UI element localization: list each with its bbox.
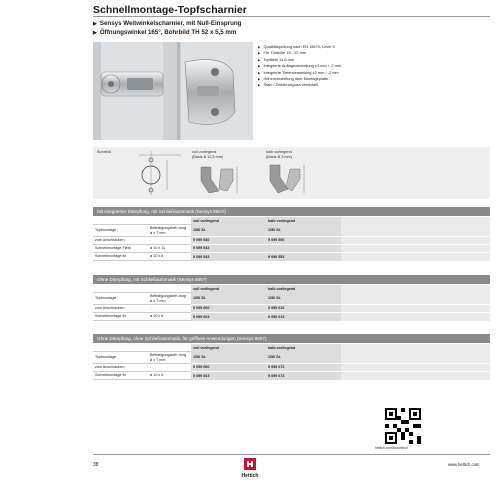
column-header-half: halb vorliegend [266,344,341,352]
bullet-arrow-icon: ▶ [258,57,261,62]
hettich-logo-mark [235,458,265,480]
bullet-arrow-icon: ▶ [258,51,261,56]
table-row: zum Anschrauben - 9 099 540 9 099 550 [93,237,490,245]
bullet-arrow-icon: ▶ [93,30,97,36]
bullet-arrow-icon: ▶ [258,77,261,82]
full-overlay-drawing [197,163,257,195]
feature-item: ▶ Für Türdicke 16 - 22 mm [258,50,306,56]
qr-code-icon[interactable] [385,408,421,444]
header-divider [93,16,490,17]
hettich-logo [235,458,265,480]
footer-divider [93,454,490,455]
drill-pattern-drawing [137,149,183,197]
column-header-mounting: Topfmontage [93,225,148,237]
bullet-arrow-icon: ▶ [93,21,97,27]
bullet-arrow-icon: ▶ [258,64,261,69]
column-header-qty: 1/50 St. [266,225,341,237]
full-overlay-label: voll vorliegend (Basis B 12,5 mm) [192,150,224,159]
table-row: Schnellmontage fix ø 10 x 6 9 099 603 9 099 613 [93,313,490,321]
hinge-illustration [93,42,253,140]
order-table-2 [93,285,490,321]
column-header-mounting: Topfmontage [93,352,148,364]
page-number: 38 [93,462,99,468]
feature-item: ▶ Qualitätsprüfung nach EN 15570, Level 3 [258,44,335,49]
feature-item: ▶ Integrierte Tiefenverstellung ±2 mm / -2 mm [258,69,339,75]
column-header-half: halb vorliegend [266,217,341,225]
technical-drawings-row [93,147,490,199]
feature-item: ▶ Integrierte Auflageverstellung ±2 mm / -2 mm [258,63,342,69]
column-header-full: voll vorliegend [191,217,266,225]
hinge-product-photo [93,42,253,140]
table-row: zum Anschrauben - 9 099 600 9 099 610 [93,305,490,313]
column-header-qty: 1/50 St. [191,352,266,364]
column-header-qty: 1/50 St. [266,352,341,364]
column-header-qty: 1/50 St. [191,293,266,305]
half-overlay-label: halb vorliegend (Basis B 3 mm) [266,150,292,159]
subtitle-line-1 [93,20,241,27]
section-2-header: Ohne Dämpfung, mit Schließautomatik (Sensys 8657) [93,275,490,284]
subtitle-line-2 [93,29,236,36]
feature-item: ▶ Höhenverstellung über Montageplatte [258,76,329,82]
feature-item: ▶ Topftiefe 11,6 mm [258,56,295,62]
section-1-header: Mit integrierter Dämpfung, mit Schließautomatik (Sensys 8657i) [93,207,490,216]
column-header-fixing: Befestigungsbeh-rung ø x T mm [148,225,191,237]
table-row: Schnellmontage Flexk ø 10 x 11 9 099 542 [93,245,490,253]
drill-pattern-label: Bohrbild [97,150,111,154]
table-row: zum Anschrauben - 9 099 660 9 099 670 [93,364,490,372]
subtitle-2-text: Öffnungswinkel 165°, Bohrbild TH 52 x 5,5 mm [99,29,237,36]
column-header-full: voll vorliegend [191,344,266,352]
column-header-qty: 1/50 St. [191,225,266,237]
column-header-fixing: Befestigungsbeh-rung ø x T mm [148,352,191,364]
qr-caption: hettich.com/scan/sbs/t [375,446,408,450]
page-title: Schnellmontage-Topfscharnier [93,4,247,16]
brand-wordmark: Hettich [241,473,259,479]
bullet-arrow-icon: ▶ [258,70,261,75]
order-table-3 [93,344,490,380]
feature-item: ▶ Stahl / Zinkdruckguss vernickelt [258,82,319,88]
bullet-arrow-icon: ▶ [258,83,261,88]
section-3-header: Ohne Dämpfung, ohne Schließautomatik, für grifflose Anwendungen (Sensys 8687) [93,334,490,343]
subtitle-1-text: Sensys Weitwinkelscharnier, mit Null-Einsprung [99,20,242,27]
column-header-mounting: Topfmontage [93,293,148,305]
column-header-full: voll vorliegend [191,285,266,293]
order-table-1 [93,217,490,261]
bullet-arrow-icon: ▶ [258,45,261,49]
table-row: Schnellmontage fix ø 10 x 6 9 099 543 9 099 553 [93,253,490,261]
half-overlay-drawing [266,163,326,195]
column-header-qty: 1/50 St. [266,293,341,305]
feature-list [258,44,341,89]
column-header-fixing: Befestigungsbeh-rung ø x T mm [148,293,191,305]
column-header-half: halb vorliegend [266,285,341,293]
table-row: Schnellmontage fix ø 10 x 6 9 099 663 9 099 673 [93,372,490,380]
website-link[interactable]: www.hettich.com [448,462,480,467]
